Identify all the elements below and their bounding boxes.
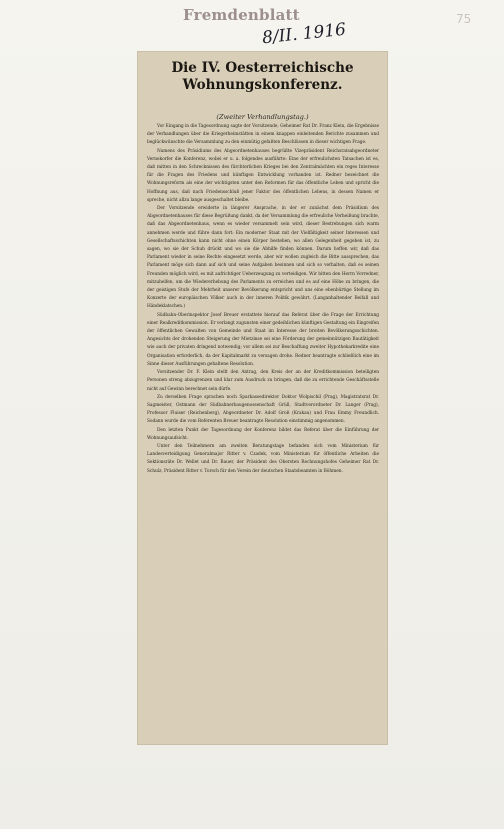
article-headline: Die IV. Oesterreichische Wohnungskonferenz. [171,60,354,93]
article-paragraph: Zu derselben Frage sprachen noch Sparkassedirektor Doktor Wolpischil (Prag), Magistratsrat Dr. Sagmeister, Ostmann der Südbahnerbaugenossenschaft Grüll, Stadtverordneter Dr. Langer (Prag), Professor Fluiser (Reichenberg), Abgeordneter Dr. Adolf Groß (Krakau) und Frau Emmy Freundlich. Sodann wurde die vom Referenten Breuer beantragte Resolution einstimmig angenommen. [147,394,379,425]
article-paragraph: Namens des Präsidiums des Abgeordnetenhauses begrüßte Vizepräsident Reichsratsabgeordneter Vernekorfer die Konferenz, wobei er u. a. folgendes ausführte: Eine der erfreulichsten Tatsachen ist es, daß mitten in den Schrecknissen des fürchterlichen Krieges bei den Zentralmächten ein reges Interesse für die Fragen des Friedens und künftigen Entwicklung vorhanden ist. Redner bezeichnet die Wohnungsreform als eine der wichtigsten unter den Reformen für das öffentliche Leben und spricht die Hoffnung aus, daß nach Friedensschluß jener Faktor des öffentlichen Lebens, in dessen Namen er spreche, nicht allzu lange ausgeschaltet bleibe. [147,148,379,203]
article-paragraph: Unter den Teilnehmern am zweiten Beratungstage befanden sich vom Ministerium für Landesverteidigung Generalmajor Ritter v. Czadek, vom Ministerium für öffentliche Arbeiten die Sektionsräte Dr. Wellet und Dr. Bauer, der Präsident des Obersten Rechnungshofes Geheimer Rat Dr. Schulz, Präsident Ritter v. Torsch für den Verein der deutschen Staatsbeamten in Böhmen. [147,443,379,474]
page-number-mark: 75 [456,12,472,26]
article-subhead: (Zweiter Verhandlungstag.) [216,113,309,121]
newspaper-stamp: Fremdenblatt [183,6,300,24]
handwritten-date: 8/II. 1916 [261,19,347,49]
article-paragraph: Der Vorsitzende erwiderte in längerer Ansprache, in der er zunächst dem Präsidium des Abgeordnetenhauses für diese Begrüßung dankt, da der Versammlung die erfreuliche Verheißung brachte, daß das Abgeordnetenhaus, wenn es wieder versammelt sein wird, dieser Bestrebungen sich warm annehmen werde und führe dann fort: Ein moderner Staat mit der Vielfältigkeit seiner Interessen und Gesellschaftsschichten kann nicht ohne einen Körper bestehen, wo allen Gelegenheit gegeben ist, zu sagen, wo sie der Schuh drückt und wo sie die Abhilfe finden können. Darum hoffen wir, daß das Parlament wieder in seine Rechte eingesetzt werde, aber wir wollen zugleich die Bitte aussprechen, das Parlament möge sich dann auf sich und seine Aufgaben besinnen und sich so verhalten, daß es seinen Freunden möglich wird, es mit aufrichtiger Ueberzeugung zu verteidigen. Wir bitten den Herrn Vorredner, mitzuhelfen, um die Wiedererhebung des Parlaments zu erreichen und es auf eine Höhe zu bringen, die der geistigen Stufe der Mehrheit unserer Bevölkerung entspricht und uns eine ebenbürtige Stellung im Konzerte der europäischen Völker auch in der inneren Politik gewährt. (Langanhaltender Beifall und Händeklatschen.) [147,206,379,310]
article-paragraph: Den letzten Punkt der Tagesordnung der Konferenz bildet das Referat über die Einführung der Wohnungsaufsicht. [147,427,379,441]
article-body [147,123,379,737]
article-paragraph: Südbahn-Oberinspektor Josef Breuer erstattete hierauf das Referat über die Frage der Errichtung einer Realkreditkommission. Er verlangt zugunsten einer gedeihlichen künftigen Gestaltung ein Eingreifen der öffentlichen Gewalten von Gemeinde und Staat im Interesse der breiten Bevölkerungsschichten. Angesichts der drohenden Steigerung der Mietzinse sei eine Förderung der gemeinnützigen Bautätigkeit wie auch der privaten dringend notwendig; vor allem sei zur Beschaffung zweiter Hypothekarkredite eine Organisation erforderlich, da der Kapitalmarkt zu versagen drohe. Redner beantragte schließlich eine im Sinne dieser Ausführungen gehaltene Resolution. [147,312,379,367]
article-paragraph: Vorsitzender Dr. F. Klein stellt den Antrag, den Kreis der an der Kreditkommission beteiligten Personen streng abzugrenzen und klar zum Ausdruck zu bringen, daß die zu errichtende Geschäftsstelle nicht auf Gewinn berechnet sein dürfe. [147,370,379,392]
article-paragraph: Vor Eingang in die Tagesordnung sagte der Vorsitzende, Geheimer Rat Dr. Franz Klein, die Ergebnisse der Verhandlungen über die Kriegerheimstätten in einem knappen einleitenden Berichte zusammen und beglückwünschte die Versammlung zu den einmütig gefaßten Beschlüssen in dieser wichtigen Frage. [147,124,379,146]
